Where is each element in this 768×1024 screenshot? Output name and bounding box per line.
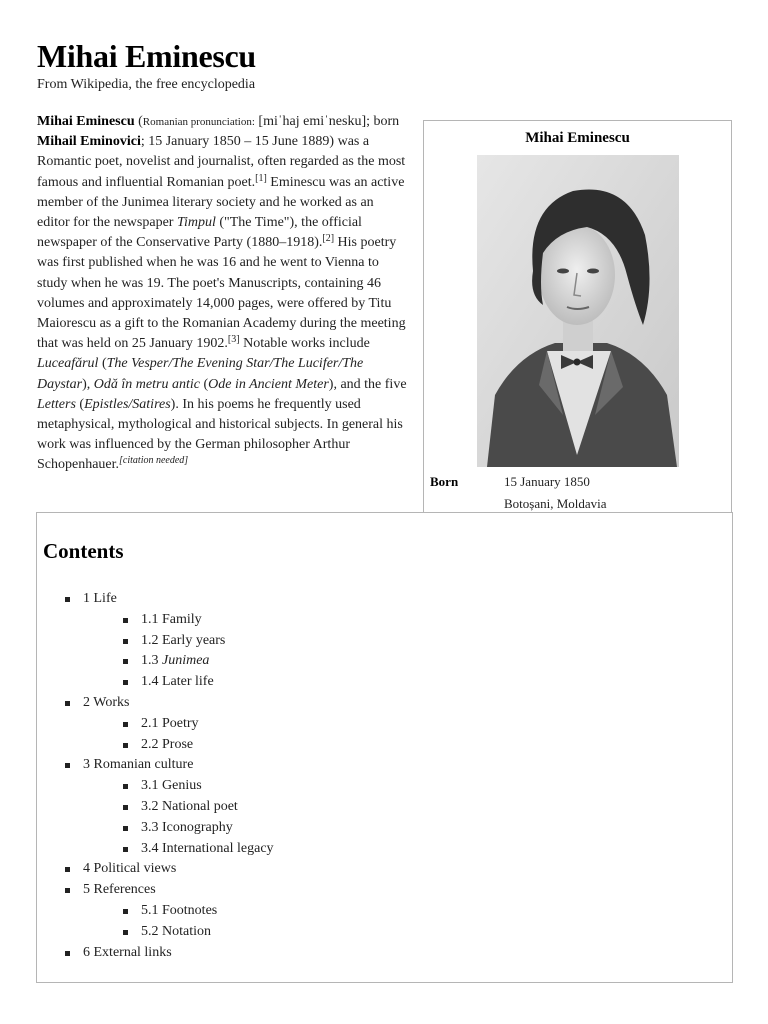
work-luceafarul-english: The Vesper/The Evening Star/The Lucifer/The Daystar — [37, 356, 364, 392]
toc-sublink[interactable]: 1.2 Early years — [141, 632, 226, 648]
punct: ( — [75, 396, 85, 412]
work-letters-english: Epistles/Satires — [84, 396, 171, 412]
reference-link-3[interactable]: [3] — [227, 334, 240, 346]
reference-link-2[interactable]: [2] — [322, 233, 335, 245]
work-letters[interactable]: Letters — [37, 396, 76, 412]
born-name: Mihail Eminovici — [37, 134, 141, 150]
toc-sublink[interactable]: 5.1 Footnotes — [141, 902, 218, 918]
toc-subitem — [123, 651, 274, 672]
page-subtitle: From Wikipedia, the free encyclopedia — [37, 77, 256, 92]
timpul-link[interactable]: Timpul — [176, 215, 216, 231]
toc-list — [65, 589, 274, 963]
toc-sublink[interactable]: 2.2 Prose — [141, 736, 194, 752]
work-luceafarul[interactable]: Luceafărul — [37, 356, 99, 372]
born-place[interactable]: Botoșani, Moldavia — [504, 496, 607, 511]
punct: ), — [82, 376, 94, 392]
born-date: 15 January 1850 — [504, 474, 590, 489]
toc-link[interactable]: 6 External links — [83, 944, 172, 960]
intro-text-2: Eminescu was an active member of the Junimea literary society and he worked as an editor for the newspaper — [37, 174, 405, 231]
punct: ( — [199, 376, 209, 392]
intro-text-5: Notable works include — [239, 336, 370, 352]
toc-sublink[interactable]: 5.2 Notation — [141, 923, 211, 939]
toc-subitem — [123, 922, 274, 943]
punct: ), and the five — [328, 376, 407, 392]
intro-paragraph: Mihai Eminescu (Romanian pronunciation: [miˈhaj emiˈnesku]; born Mihail Eminovici; 15 January 1850 – 15 June 1889) was a Romantic poet, novelist and journalist, often regarded as the most famous and influential Romanian poet.[1] Eminescu was an active member of the Junimea literary society and he worked as an editor for the newspaper Timpul ("The Time"), the official newspaper of the Conservative Party (1880–1918).[2] His poetry was first published when he was 16 and he went to Vienna to study when he was 19. The poet's Manuscripts, containing 46 volumes and approximately 14,000 pages, were offered by Titu Maiorescu as a gift to the Romanian Academy during the meeting that was held on 25 January 1902.[3] Notable works include Luceafărul (The Vesper/The Evening Star/The Lucifer/The Daystar), Odă în metru antic (Ode in Ancient Meter), and the five Letters (Epistles/Satires). In his poems he frequently used metaphysical, mythological and historical subjects. In general his work was influenced by the German philosopher Arthur Schopenhauer.[citation needed] — [37, 114, 407, 473]
toc-sublink[interactable]: 3.3 Iconography — [141, 819, 233, 835]
intro-name: Mihai Eminescu — [37, 114, 135, 129]
table-of-contents — [36, 512, 733, 983]
toc-sublist — [83, 901, 274, 943]
toc-subitem — [123, 610, 274, 631]
toc-subitem — [123, 631, 274, 652]
toc-sublist — [83, 714, 274, 756]
toc-item — [65, 859, 274, 880]
toc-sublist — [83, 776, 274, 859]
toc-title: Contents — [43, 539, 124, 563]
portrait-image[interactable] — [477, 155, 679, 467]
page-title: Mihai Eminescu — [37, 38, 256, 74]
intro-text-1: ; 15 January 1850 – 15 June 1889) was a Romantic poet, novelist and journalist, often regarded as the most famous and influential Romanian poet. — [37, 134, 406, 190]
toc-item — [65, 693, 274, 755]
toc-link[interactable]: 3 Romanian culture — [83, 757, 194, 773]
toc-sublink[interactable]: 3.2 National poet — [141, 798, 238, 814]
infobox-value — [504, 471, 728, 515]
toc-subitem — [123, 735, 274, 756]
toc-subitem — [123, 839, 274, 860]
punct: ( — [98, 356, 107, 372]
infobox-title: Mihai Eminescu — [525, 130, 630, 146]
toc-link[interactable]: 5 References — [83, 882, 156, 898]
toc-subitem — [123, 901, 274, 922]
toc-sublink[interactable]: 2.1 Poetry — [141, 715, 199, 731]
citation-needed[interactable]: [citation needed] — [119, 455, 189, 467]
toc-subitem — [123, 797, 274, 818]
toc-sublink[interactable]: 3.1 Genius — [141, 778, 202, 794]
toc-sublink[interactable]: 1.3 Junimea — [141, 653, 210, 669]
intro-text-4: His poetry was first published when he was 16 and he went to Vienna to study when he was 19. The poet's Manuscripts, containing 46 volumes and approximately 14,000 pages, were offered by Titu Maiorescu as a gift to the Romanian Academy during the meeting that was held on 25 January 1902. — [37, 235, 406, 352]
intro-text-6: ). In his poems he frequently used metaphysical, mythological and historical subjects. In general his work was influenced by the German philosopher Arthur Schopenhauer. — [37, 396, 403, 473]
portrait-drawing — [477, 155, 679, 467]
pronunciation-ipa[interactable]: [miˈhaj emiˈnesku] — [258, 114, 367, 129]
toc-subitem — [123, 818, 274, 839]
born-prefix: ; born — [366, 114, 400, 129]
infobox-label: Born — [430, 474, 459, 489]
toc-link[interactable]: 2 Works — [83, 694, 130, 710]
toc-link[interactable]: 1 Life — [83, 591, 117, 606]
toc-subitem — [123, 714, 274, 735]
work-oda-english: Ode in Ancient Meter — [208, 376, 329, 392]
toc-sublink[interactable]: 3.4 International legacy — [141, 840, 274, 856]
toc-sublist — [83, 610, 274, 693]
work-oda[interactable]: Odă în metru antic — [93, 376, 200, 392]
intro-text-3: ("The Time"), the official newspaper of the Conservative Party (1880–1918). — [37, 215, 362, 251]
reference-link-1[interactable]: [1] — [255, 172, 267, 184]
toc-item — [65, 943, 274, 964]
toc-item — [65, 589, 274, 693]
toc-sublink[interactable]: 1.1 Family — [141, 611, 202, 627]
toc-item — [65, 880, 274, 942]
toc-subitem — [123, 672, 274, 693]
toc-sublink[interactable]: 1.4 Later life — [141, 674, 214, 690]
toc-link[interactable]: 4 Political views — [83, 861, 177, 877]
toc-item — [65, 755, 274, 859]
toc-subitem — [123, 776, 274, 797]
pronunciation-label: Romanian pronunciation: — [142, 116, 255, 128]
